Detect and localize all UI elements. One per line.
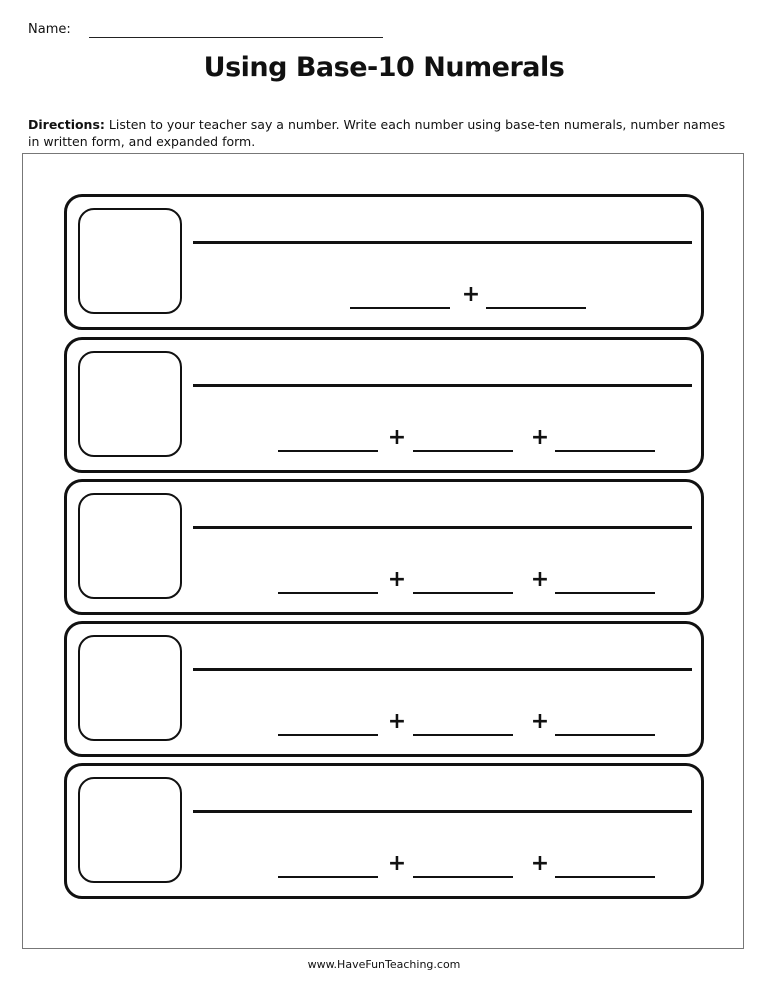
answer-row [64,763,704,899]
numeral-box[interactable] [78,493,182,599]
numeral-box[interactable] [78,208,182,314]
expanded-form-blank[interactable] [555,734,655,736]
answer-row [64,337,704,473]
plus-sign: + [387,709,407,734]
expanded-form-blank[interactable] [413,876,513,878]
plus-sign: + [530,851,550,876]
numeral-box[interactable] [78,777,182,883]
worksheet-title: Using Base-10 Numerals [203,52,565,83]
expanded-form-blank[interactable] [555,876,655,878]
answer-row [64,621,704,757]
expanded-form-blank[interactable] [413,592,513,594]
number-name-line[interactable] [193,241,692,244]
directions-text: Listen to your teacher say a number. Write each number using base-ten numerals, number names in written form, and expanded form. [28,117,726,149]
answer-row [64,194,704,330]
name-line[interactable] [89,37,383,38]
directions-label: Directions: [28,117,105,132]
number-name-line[interactable] [193,526,692,529]
plus-sign: + [530,567,550,592]
number-name-line[interactable] [193,810,692,813]
expanded-form-blank[interactable] [278,450,378,452]
expanded-form-blank[interactable] [413,450,513,452]
expanded-form-blank[interactable] [555,450,655,452]
expanded-form-blank[interactable] [350,307,450,309]
expanded-form-blank[interactable] [278,876,378,878]
plus-sign: + [461,282,481,307]
number-name-line[interactable] [193,384,692,387]
name-label: Name: [28,22,71,37]
plus-sign: + [530,425,550,450]
number-name-line[interactable] [193,668,692,671]
plus-sign: + [530,709,550,734]
expanded-form-blank[interactable] [413,734,513,736]
plus-sign: + [387,567,407,592]
numeral-box[interactable] [78,635,182,741]
expanded-form-blank[interactable] [486,307,586,309]
plus-sign: + [387,851,407,876]
plus-sign: + [387,425,407,450]
footer-website: www.HaveFunTeaching.com [307,958,461,971]
expanded-form-blank[interactable] [278,734,378,736]
expanded-form-blank[interactable] [555,592,655,594]
directions [28,116,740,150]
answer-row [64,479,704,615]
numeral-box[interactable] [78,351,182,457]
expanded-form-blank[interactable] [278,592,378,594]
